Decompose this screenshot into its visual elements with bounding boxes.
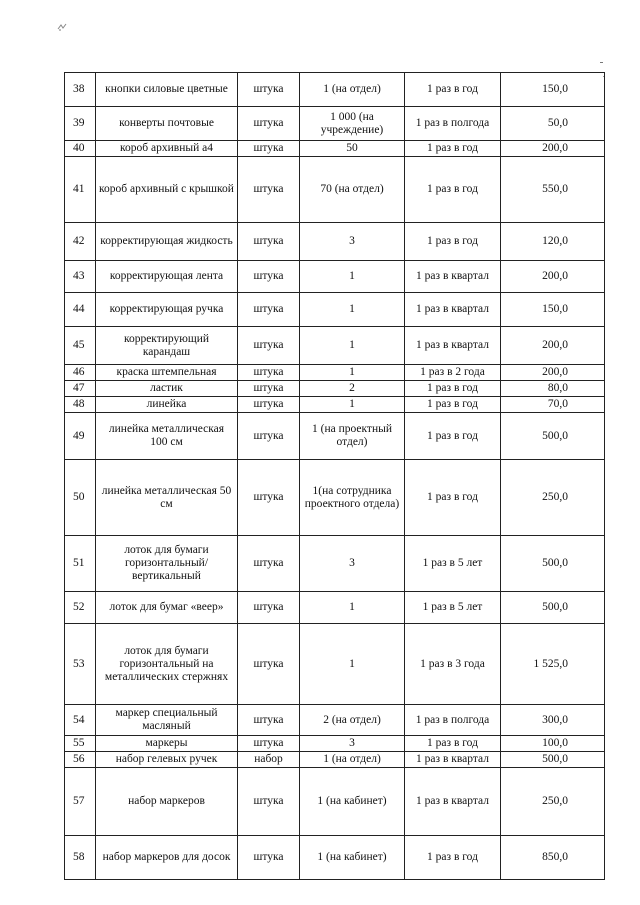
table-row (65, 107, 605, 141)
cell-period: 1 раз в полгода (405, 107, 501, 141)
table-row (65, 624, 605, 705)
cell-price: 120,0 (501, 223, 605, 261)
cell-n: 58 (65, 836, 96, 880)
table-row (65, 73, 605, 107)
cell-price: 100,0 (501, 736, 605, 752)
cell-period: 1 раз в год (405, 836, 501, 880)
cell-unit: штука (238, 73, 300, 107)
cell-n: 50 (65, 460, 96, 536)
table-row (65, 768, 605, 836)
cell-period: 1 раз в год (405, 73, 501, 107)
supplies-table (64, 72, 605, 880)
cell-name: лоток для бумаг «веер» (96, 592, 238, 624)
cell-n: 38 (65, 73, 96, 107)
cell-qty: 2 (на отдел) (300, 705, 405, 736)
cell-qty: 70 (на отдел) (300, 157, 405, 223)
cell-unit: штука (238, 592, 300, 624)
cell-price: 850,0 (501, 836, 605, 880)
cell-n: 53 (65, 624, 96, 705)
table-row (65, 157, 605, 223)
cell-unit: штука (238, 293, 300, 327)
cell-unit: штука (238, 413, 300, 460)
table-row (65, 836, 605, 880)
table-row (65, 381, 605, 397)
cell-period: 1 раз в квартал (405, 752, 501, 768)
cell-n: 56 (65, 752, 96, 768)
cell-price: 200,0 (501, 365, 605, 381)
cell-qty: 3 (300, 223, 405, 261)
table-row (65, 261, 605, 293)
cell-price: 500,0 (501, 413, 605, 460)
scan-speck (600, 62, 603, 63)
cell-period: 1 раз в квартал (405, 293, 501, 327)
cell-name: короб архивный с крышкой (96, 157, 238, 223)
cell-unit: штука (238, 705, 300, 736)
cell-name: линейка металлическая 100 см (96, 413, 238, 460)
cell-period: 1 раз в год (405, 381, 501, 397)
cell-n: 45 (65, 327, 96, 365)
table-row (65, 460, 605, 536)
cell-unit: штука (238, 536, 300, 592)
cell-period: 1 раз в 3 года (405, 624, 501, 705)
cell-period: 1 раз в 5 лет (405, 592, 501, 624)
cell-unit: штука (238, 836, 300, 880)
cell-price: 70,0 (501, 397, 605, 413)
cell-n: 52 (65, 592, 96, 624)
cell-unit: штука (238, 157, 300, 223)
cell-period: 1 раз в год (405, 736, 501, 752)
table-row (65, 141, 605, 157)
cell-period: 1 раз в квартал (405, 327, 501, 365)
cell-qty: 1(на сотрудника проектного отдела) (300, 460, 405, 536)
cell-n: 47 (65, 381, 96, 397)
cell-unit: набор (238, 752, 300, 768)
cell-unit: штука (238, 365, 300, 381)
table-row (65, 223, 605, 261)
table-row (65, 736, 605, 752)
cell-unit: штука (238, 327, 300, 365)
cell-price: 150,0 (501, 293, 605, 327)
cell-n: 39 (65, 107, 96, 141)
cell-price: 500,0 (501, 536, 605, 592)
cell-n: 41 (65, 157, 96, 223)
cell-price: 550,0 (501, 157, 605, 223)
cell-price: 250,0 (501, 460, 605, 536)
cell-qty: 1 (300, 293, 405, 327)
cell-name: линейка (96, 397, 238, 413)
table-row (65, 413, 605, 460)
table-row (65, 293, 605, 327)
cell-period: 1 раз в год (405, 223, 501, 261)
cell-name: маркеры (96, 736, 238, 752)
cell-unit: штука (238, 768, 300, 836)
cell-price: 500,0 (501, 752, 605, 768)
cell-name: набор гелевых ручек (96, 752, 238, 768)
cell-n: 46 (65, 365, 96, 381)
cell-period: 1 раз в 5 лет (405, 536, 501, 592)
cell-qty: 3 (300, 736, 405, 752)
cell-n: 42 (65, 223, 96, 261)
cell-price: 50,0 (501, 107, 605, 141)
cell-qty: 1 (на кабинет) (300, 836, 405, 880)
cell-qty: 1 (300, 261, 405, 293)
table-row (65, 536, 605, 592)
cell-name: ластик (96, 381, 238, 397)
cell-unit: штука (238, 223, 300, 261)
cell-qty: 2 (300, 381, 405, 397)
cell-price: 80,0 (501, 381, 605, 397)
table-row (65, 705, 605, 736)
cell-price: 200,0 (501, 141, 605, 157)
cell-period: 1 раз в год (405, 413, 501, 460)
cell-name: кнопки силовые цветные (96, 73, 238, 107)
cell-price: 200,0 (501, 261, 605, 293)
cell-name: конверты почтовые (96, 107, 238, 141)
cell-name: маркер специальный масляный (96, 705, 238, 736)
cell-name: краска штемпельная (96, 365, 238, 381)
cell-n: 51 (65, 536, 96, 592)
cell-qty: 1 000 (на учреждение) (300, 107, 405, 141)
cell-qty: 1 (на отдел) (300, 73, 405, 107)
cell-price: 500,0 (501, 592, 605, 624)
cell-unit: штука (238, 261, 300, 293)
cell-period: 1 раз в год (405, 141, 501, 157)
table-body (65, 73, 605, 880)
cell-qty: 3 (300, 536, 405, 592)
cell-name: корректирующая ручка (96, 293, 238, 327)
cell-period: 1 раз в полгода (405, 705, 501, 736)
cell-period: 1 раз в год (405, 460, 501, 536)
cell-n: 44 (65, 293, 96, 327)
cell-qty: 1 (на отдел) (300, 752, 405, 768)
table-row (65, 327, 605, 365)
scan-mark-icon (57, 22, 67, 32)
cell-price: 250,0 (501, 768, 605, 836)
cell-name: корректирующая лента (96, 261, 238, 293)
cell-unit: штука (238, 736, 300, 752)
cell-unit: штука (238, 107, 300, 141)
cell-unit: штука (238, 397, 300, 413)
table-row (65, 592, 605, 624)
cell-name: линейка металлическая 50 см (96, 460, 238, 536)
cell-qty: 1 (300, 592, 405, 624)
cell-period: 1 раз в квартал (405, 768, 501, 836)
cell-n: 49 (65, 413, 96, 460)
cell-qty: 1 (300, 365, 405, 381)
cell-unit: штука (238, 141, 300, 157)
cell-name: короб архивный а4 (96, 141, 238, 157)
cell-period: 1 раз в квартал (405, 261, 501, 293)
cell-name: набор маркеров для досок (96, 836, 238, 880)
cell-name: корректирующий карандаш (96, 327, 238, 365)
cell-price: 1 525,0 (501, 624, 605, 705)
cell-qty: 1 (300, 327, 405, 365)
table-row (65, 397, 605, 413)
cell-period: 1 раз в 2 года (405, 365, 501, 381)
cell-n: 54 (65, 705, 96, 736)
table-row (65, 365, 605, 381)
cell-qty: 50 (300, 141, 405, 157)
cell-n: 57 (65, 768, 96, 836)
cell-n: 55 (65, 736, 96, 752)
cell-unit: штука (238, 624, 300, 705)
cell-n: 48 (65, 397, 96, 413)
cell-period: 1 раз в год (405, 397, 501, 413)
cell-qty: 1 (на кабинет) (300, 768, 405, 836)
cell-price: 300,0 (501, 705, 605, 736)
cell-unit: штука (238, 381, 300, 397)
cell-name: лоток для бумаги горизонтальный на металлических стержнях (96, 624, 238, 705)
cell-qty: 1 (на проектный отдел) (300, 413, 405, 460)
cell-period: 1 раз в год (405, 157, 501, 223)
cell-n: 43 (65, 261, 96, 293)
cell-name: корректирующая жидкость (96, 223, 238, 261)
cell-qty: 1 (300, 397, 405, 413)
table-row (65, 752, 605, 768)
cell-n: 40 (65, 141, 96, 157)
cell-price: 200,0 (501, 327, 605, 365)
cell-unit: штука (238, 460, 300, 536)
cell-qty: 1 (300, 624, 405, 705)
cell-name: набор маркеров (96, 768, 238, 836)
cell-name: лоток для бумаги горизонтальный/вертикальный (96, 536, 238, 592)
cell-price: 150,0 (501, 73, 605, 107)
